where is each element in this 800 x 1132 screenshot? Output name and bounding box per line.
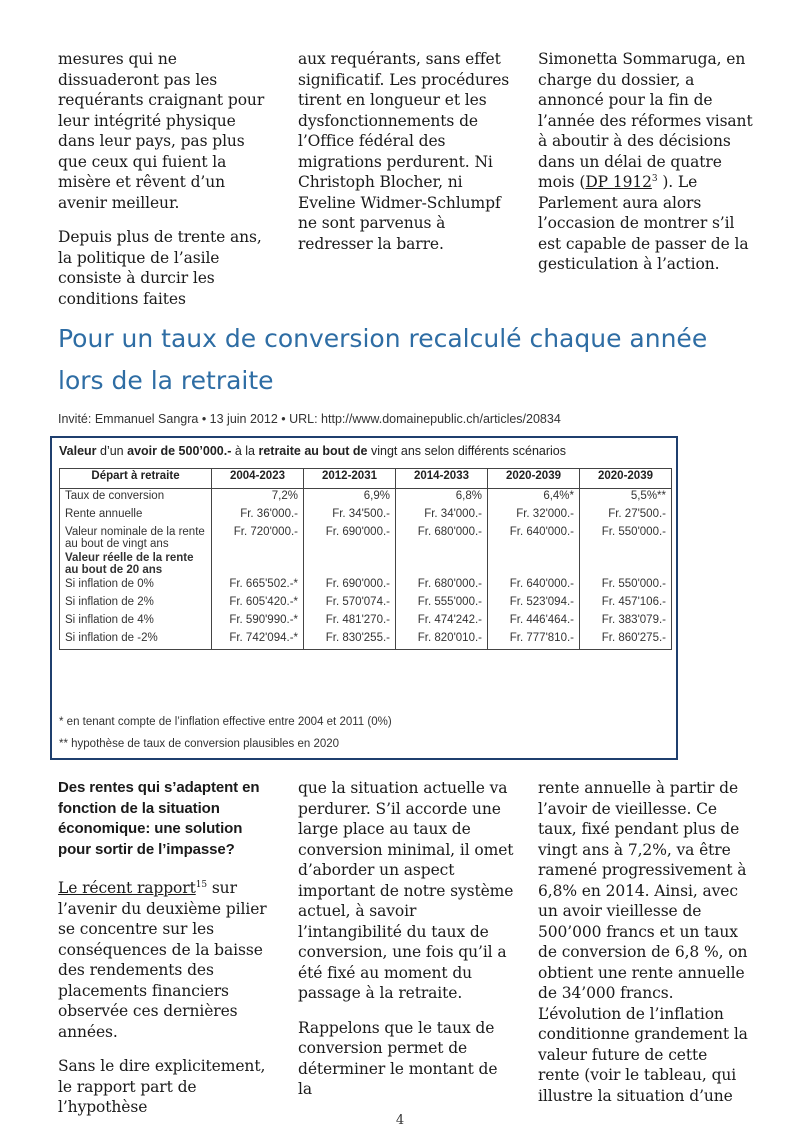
table-row (60, 631, 672, 650)
table-cell: Fr. 777'810.- (488, 631, 580, 650)
table-cell: 6,9% (304, 489, 396, 508)
row-label: Valeur réelle de la rente au bout de 20 ans (60, 551, 212, 577)
table-cell: Fr. 457'106.- (580, 595, 672, 613)
table-cell: Fr. 720'000.- (212, 525, 304, 551)
paragraph: que la situation actuelle va perdurer. S’il accorde une large place au taux de conversion minimal, il omet d’aborder un aspect important de notre système actuel, à savoir l’intangibilité du taux de conversion, une fois qu’il a été fixé au moment du passage à la retraite. (298, 779, 514, 1002)
table-cell: Fr. 36'000.- (212, 507, 304, 525)
row-label: Rente annuelle (60, 507, 212, 525)
table-cell: Fr. 820'010.- (396, 631, 488, 650)
table-cell: Fr. 34'500.- (304, 507, 396, 525)
row-label: Si inflation de 4% (60, 613, 212, 631)
row-label: Taux de conversion (60, 489, 212, 508)
table-cell: Fr. 555'000.- (396, 595, 488, 613)
table-cell: Fr. 550'000.- (580, 577, 672, 595)
table-row (60, 613, 672, 631)
text-span: ). Le Parlement aura alors l’occasion de montrer s’il est capable de passer de la gesticulation à l’action. (538, 173, 749, 273)
table-row (60, 489, 672, 508)
table-cell: Fr. 690'000.- (304, 525, 396, 551)
table-cell: Fr. 742'094.-* (212, 631, 304, 650)
bottom-column-3 (538, 778, 753, 1120)
paragraph: aux requérants, sans effet significatif. Les procédures tirent en longueur et les dysfonctionnements de l’Office fédéral des migrations perdurent. Ni Christoph Blocher, ni Eveline Widmer-Schlumpf ne sont parvenus à redresser la barre. (298, 50, 510, 253)
table-row (60, 595, 672, 613)
table-row (60, 525, 672, 551)
bottom-column-2 (298, 778, 516, 1114)
paragraph (58, 878, 270, 1042)
table-cell: Fr. 860'275.- (580, 631, 672, 650)
table-cell: Fr. 640'000.- (488, 577, 580, 595)
title-part: Valeur (59, 444, 97, 458)
column-header: 2012-2031 (304, 469, 396, 489)
title-part: à la (231, 444, 259, 458)
table-cell: Fr. 690'000.- (304, 577, 396, 595)
text-span: Simonetta Sommaruga, en charge du dossier, a annoncé pour la fin de l’année des réformes visant à aboutir à des décisions dans un délai de quatre mois ( (538, 50, 753, 191)
paragraph: rente annuelle à partir de l’avoir de vieillesse. Ce taux, fixé pendant plus de vingt ans à 7,2%, va être ramené progressivement à 6,8% en 2014. Ainsi, avec un avoir vieillesse de 500’000 francs et un taux de conversion de 6,8 %, on obtient une rente annuelle de 34’000 francs. L’évolution de l’inflation conditionne grandement la valeur future de cette rente (voir le tableau, qui illustre la situation d’une (538, 779, 748, 1105)
page-number: 4 (395, 1113, 405, 1128)
table-cell: Fr. 474'242.- (396, 613, 488, 631)
top-column-1 (58, 49, 268, 323)
title-part: retraite au bout de (258, 444, 368, 458)
table-cell: 6,8% (396, 489, 488, 508)
table-cell: Fr. 32'000.- (488, 507, 580, 525)
table-cell: Fr. 550'000.- (580, 525, 672, 551)
footnote-ref: 3 (651, 173, 658, 184)
row-label: Si inflation de 2% (60, 595, 212, 613)
table-cell: 5,5%** (580, 489, 672, 508)
row-label: Si inflation de 0% (60, 577, 212, 595)
table-row (60, 507, 672, 525)
table-cell: 6,4%* (488, 489, 580, 508)
paragraph: mesures qui ne dissuaderont pas les requérants craignant pour leur intégrité physique dans leur pays, pas plus que ceux qui fuient la misère et rêvent d’un avenir meilleur. (58, 50, 265, 212)
paragraph (538, 49, 753, 275)
footnote-ref: 15 (195, 879, 207, 890)
top-column-2 (298, 49, 518, 268)
title-part: vingt ans selon différents scénarios (367, 444, 567, 458)
row-label: Si inflation de -2% (60, 631, 212, 650)
column-header: 2020-2039 (580, 469, 672, 489)
table-cell: Fr. 605'420.-* (212, 595, 304, 613)
table-cell: Fr. 523'094.- (488, 595, 580, 613)
article-byline: Invité: Emmanuel Sangra • 13 juin 2012 • URL: http://www.domainepublic.ch/articles/20834 (58, 412, 561, 426)
paragraph: Depuis plus de trente ans, la politique de l’asile consiste à durcir les conditions faites (58, 228, 262, 308)
table-cell (396, 551, 488, 577)
paragraph: Sans le dire explicitement, le rapport part de l’hypothèse (58, 1057, 266, 1116)
table-row (60, 577, 672, 595)
table-footnote-2: ** hypothèse de taux de conversion plausibles en 2020 (59, 738, 340, 750)
bottom-column-1 (58, 778, 270, 1132)
conversion-rate-table (59, 468, 672, 650)
table-cell: Fr. 34'000.- (396, 507, 488, 525)
paragraph: Rappelons que le taux de conversion permet de déterminer le montant de la (298, 1018, 498, 1098)
table-cell (488, 551, 580, 577)
figure-title (59, 444, 566, 458)
pension-table-figure (50, 436, 678, 760)
table-cell: Fr. 481'270.- (304, 613, 396, 631)
column-header: 2004-2023 (212, 469, 304, 489)
dp-1912-link[interactable]: DP 1912 (585, 173, 652, 191)
table-cell (212, 551, 304, 577)
section-subheading: Des rentes qui s’adaptent en fonction de la situation économique: une solution pour sortir de l’impasse? (58, 779, 260, 858)
table-cell: Fr. 680'000.- (396, 525, 488, 551)
table-cell: Fr. 570'074.- (304, 595, 396, 613)
title-part: avoir de 500’000.- (127, 444, 232, 458)
column-header: 2020-2039 (488, 469, 580, 489)
column-header: 2014-2033 (396, 469, 488, 489)
table-cell: 7,2% (212, 489, 304, 508)
table-header-row (60, 469, 672, 489)
table-cell: Fr. 590'990.-* (212, 613, 304, 631)
table-cell: Fr. 383'079.- (580, 613, 672, 631)
table-row (60, 551, 672, 577)
table-cell: Fr. 640'000.- (488, 525, 580, 551)
column-header: Départ à retraite (60, 469, 212, 489)
table-cell: Fr. 27'500.- (580, 507, 672, 525)
table-cell (304, 551, 396, 577)
table-footnote-1: * en tenant compte de l’inflation effective entre 2004 et 2011 (0%) (59, 716, 392, 728)
table-cell: Fr. 446'464.- (488, 613, 580, 631)
article-title: Pour un taux de conversion recalculé chaque année lors de la retraite (58, 324, 708, 395)
table-cell: Fr. 665'502.-* (212, 577, 304, 595)
text-span: sur l’avenir du deuxième pilier se concentre sur les conséquences de la baisse des rendements des placements financiers observée ces dernières années. (58, 879, 267, 1041)
table-cell (580, 551, 672, 577)
top-column-3 (538, 49, 753, 289)
title-part: d’un (96, 444, 128, 458)
recent-report-link[interactable]: Le récent rapport (58, 879, 196, 897)
table-cell: Fr. 680'000.- (396, 577, 488, 595)
table-cell: Fr. 830'255.- (304, 631, 396, 650)
row-label: Valeur nominale de la rente au bout de vingt ans (60, 525, 212, 551)
